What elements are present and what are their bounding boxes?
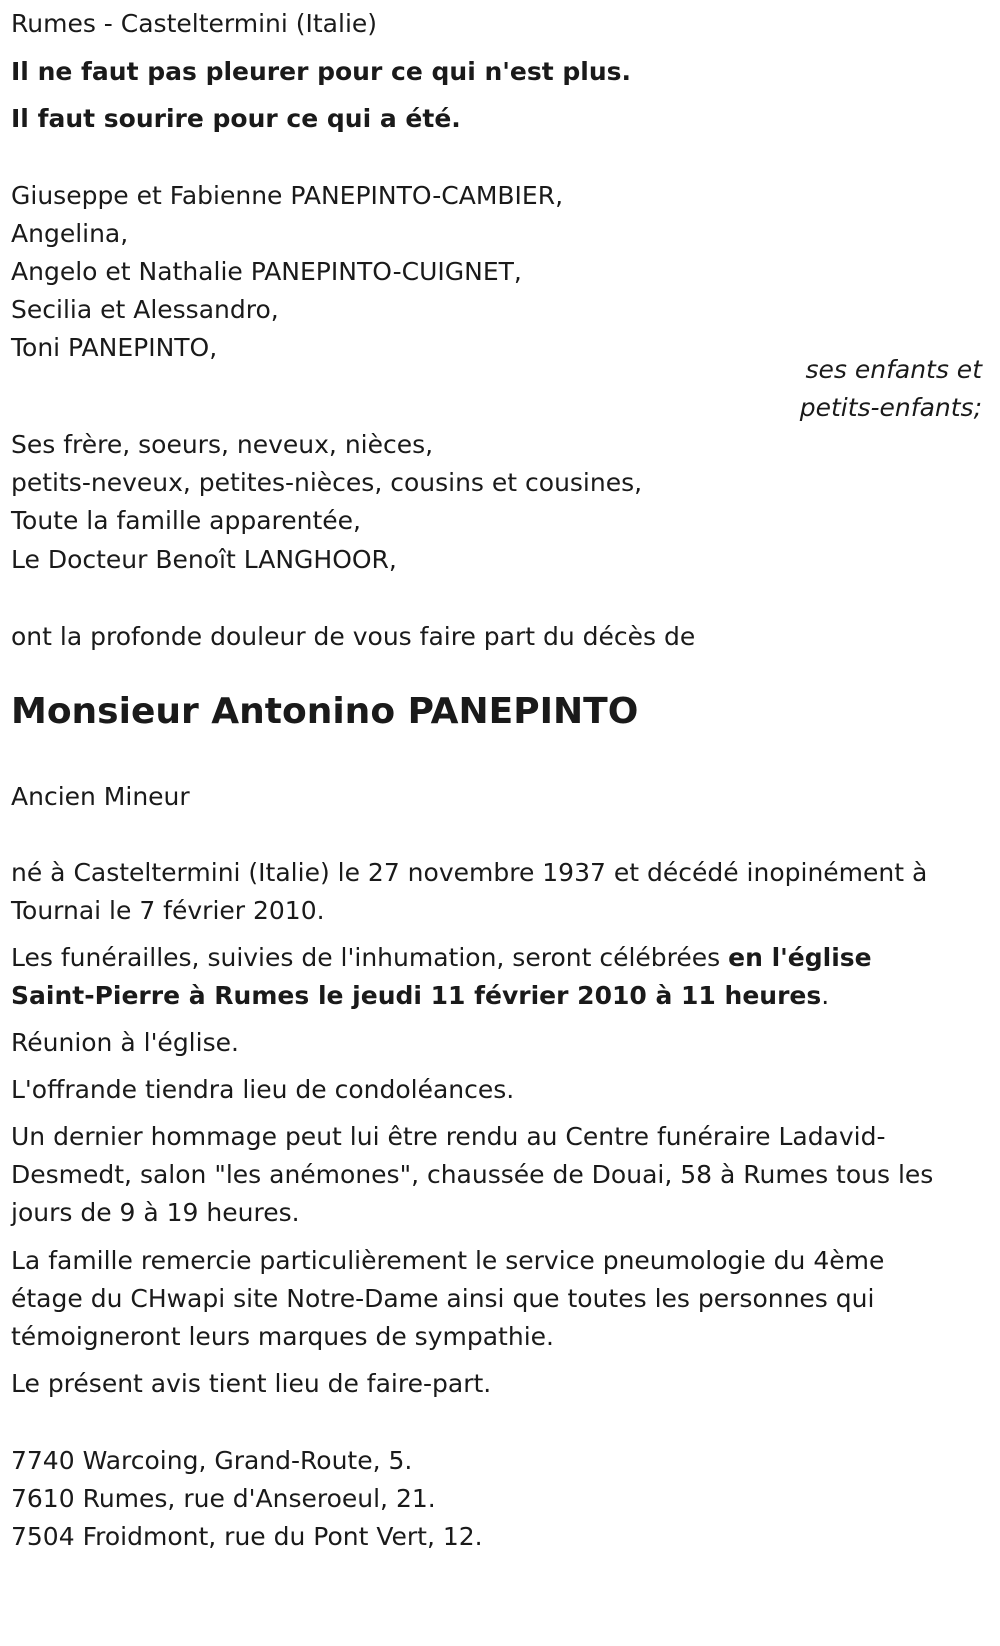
family-child-2: Angelina, <box>11 219 129 248</box>
remerciements-line-1: La famille remercie particulièrement le service pneumologie du 4ème <box>11 1246 885 1275</box>
deceased-name: Monsieur Antonino PANEPINTO <box>11 691 639 732</box>
family-child-3: Angelo et Nathalie PANEPINTO-CUIGNET, <box>11 257 522 286</box>
address-2: 7610 Rumes, rue d'Anseroeul, 21. <box>11 1484 436 1513</box>
family-other-2: petits-neveux, petites-nièces, cousins et cousines, <box>11 468 643 497</box>
address-1: 7740 Warcoing, Grand-Route, 5. <box>11 1446 413 1475</box>
location-line: Rumes - Casteltermini (Italie) <box>11 9 378 38</box>
deceased-title: Ancien Mineur <box>11 782 190 811</box>
quote-line-1: Il ne faut pas pleurer pour ce qui n'est plus. <box>11 57 632 86</box>
avis-text: Le présent avis tient lieu de faire-part. <box>11 1369 492 1398</box>
birth-death-line-1: né à Casteltermini (Italie) le 27 novembre 1937 et décédé inopinément à <box>11 858 928 887</box>
children-role-line-1: ses enfants et <box>805 355 982 384</box>
family-other-3: Toute la famille apparentée, <box>11 506 361 535</box>
funeral-line-2 <box>11 976 829 1016</box>
family-other-1: Ses frère, soeurs, neveux, nièces, <box>11 430 434 459</box>
announcement-text: ont la profonde douleur de vous faire part du décès de <box>11 622 696 651</box>
family-child-4: Secilia et Alessandro, <box>11 295 279 324</box>
hommage-line-3: jours de 9 à 19 heures. <box>11 1198 300 1227</box>
funeral-line-2-suffix: . <box>821 981 830 1010</box>
hommage-line-2: Desmedt, salon "les anémones", chaussée de Douai, 58 à Rumes tous les <box>11 1160 934 1189</box>
children-role-line-2: petits-enfants; <box>799 393 982 422</box>
offrande-text: L'offrande tiendra lieu de condoléances. <box>11 1075 515 1104</box>
address-3: 7504 Froidmont, rue du Pont Vert, 12. <box>11 1522 483 1551</box>
birth-death-line-2: Tournai le 7 février 2010. <box>11 896 325 925</box>
reunion-text: Réunion à l'église. <box>11 1028 239 1057</box>
family-child-1: Giuseppe et Fabienne PANEPINTO-CAMBIER, <box>11 181 564 210</box>
funeral-line-1-text: Les funérailles, suivies de l'inhumation, seront célébrées <box>11 943 729 972</box>
remerciements-line-2: étage du CHwapi site Notre-Dame ainsi que toutes les personnes qui <box>11 1284 875 1313</box>
funeral-date-bold: Saint-Pierre à Rumes le jeudi 11 février 2010 à 11 heures <box>11 981 822 1010</box>
family-child-5: Toni PANEPINTO, <box>11 333 218 362</box>
family-other-4: Le Docteur Benoît LANGHOOR, <box>11 545 397 574</box>
quote-line-2: Il faut sourire pour ce qui a été. <box>11 104 461 133</box>
funeral-line-1 <box>11 938 872 978</box>
hommage-line-1: Un dernier hommage peut lui être rendu au Centre funéraire Ladavid- <box>11 1122 886 1151</box>
remerciements-line-3: témoigneront leurs marques de sympathie. <box>11 1322 554 1351</box>
funeral-place-bold: en l'église <box>728 943 872 972</box>
